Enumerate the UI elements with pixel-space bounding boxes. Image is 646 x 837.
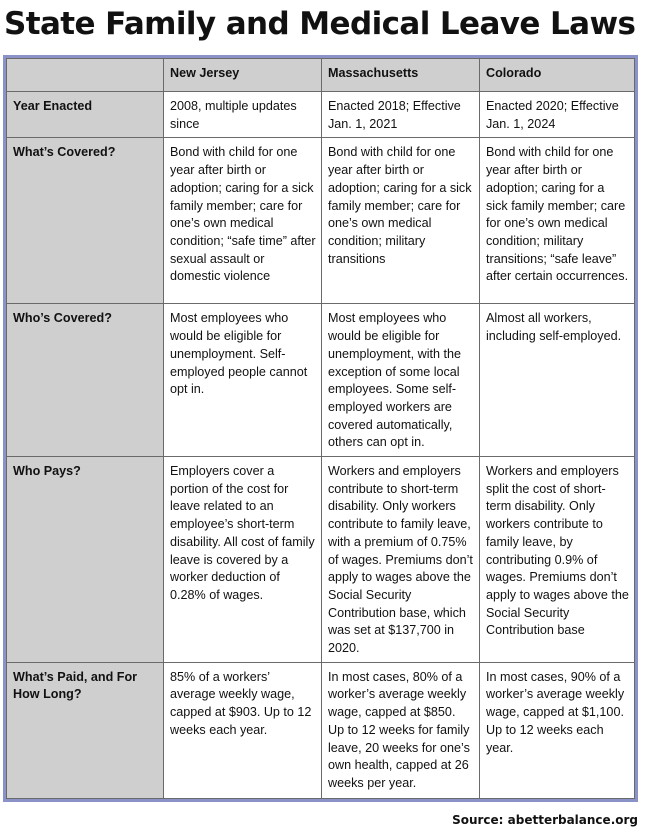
cell-whats-paid-massachusetts: In most cases, 80% of a worker’s average weekly wage, capped at $850. Up to 12 weeks for family leave, 20 weeks for one’s own health, capped at 26 weeks per year. [322,662,480,798]
row-header-whos-covered: Who’s Covered? [7,304,164,457]
table-header-row [7,59,635,92]
cell-whos-covered-massachusetts: Most employees who would be eligible for unemployment, with the exception of some local employees. Some self-employed workers are covered automatically, others can opt in. [322,304,480,457]
leave-laws-table-frame [3,55,638,802]
cell-who-pays-massachusetts: Workers and employers contribute to short-term disability. Only workers contribute to family leave, with a premium of 0.75% of wages. Premiums don’t apply to wages above the Social Security Contribution base, which was set at $137,700 in 2020. [322,457,480,663]
cell-year-enacted-massachusetts: Enacted 2018; Effective Jan. 1, 2021 [322,92,480,138]
table-row-year-enacted [7,92,635,138]
table-row-whats-paid [7,662,635,798]
page-title: State Family and Medical Leave Laws [4,6,636,42]
cell-whats-covered-new-jersey: Bond with child for one year after birth or adoption; caring for a sick family member; care for one’s own medical condition; “safe time” after sexual assault or domestic violence [164,138,322,304]
cell-who-pays-colorado: Workers and employers split the cost of short-term disability. Only workers contribute to family leave, by contributing 0.9% of wages. Premiums don’t apply to wages above the Social Security Contribution base [480,457,635,663]
leave-laws-table [6,58,635,799]
column-header-new-jersey: New Jersey [164,59,322,92]
column-header-colorado: Colorado [480,59,635,92]
cell-whats-covered-massachusetts: Bond with child for one year after birth or adoption; caring for a sick family member; care for one’s own medical condition; military transitions [322,138,480,304]
cell-whats-paid-colorado: In most cases, 90% of a worker’s average weekly wage, capped at $1,100. Up to 12 weeks each year. [480,662,635,798]
cell-year-enacted-new-jersey: 2008, multiple updates since [164,92,322,138]
header-corner-cell [7,59,164,92]
cell-whos-covered-colorado: Almost all workers, including self-employed. [480,304,635,457]
row-header-whats-covered: What’s Covered? [7,138,164,304]
cell-whats-paid-new-jersey: 85% of a workers’ average weekly wage, capped at $903. Up to 12 weeks each year. [164,662,322,798]
table-row-whats-covered [7,138,635,304]
cell-who-pays-new-jersey: Employers cover a portion of the cost for leave related to an employee’s short-term disability. All cost of family leave is covered by a worker deduction of 0.28% of wages. [164,457,322,663]
table-row-who-pays [7,457,635,663]
row-header-who-pays: Who Pays? [7,457,164,663]
row-header-whats-paid: What’s Paid, and For How Long? [7,662,164,798]
column-header-massachusetts: Massachusetts [322,59,480,92]
source-credit: Source: abetterbalance.org [452,813,638,827]
cell-whats-covered-colorado: Bond with child for one year after birth or adoption; caring for a sick family member; care for one’s own medical condition; military transitions; “safe leave” after certain occurrences. [480,138,635,304]
cell-year-enacted-colorado: Enacted 2020; Effective Jan. 1, 2024 [480,92,635,138]
cell-whos-covered-new-jersey: Most employees who would be eligible for unemployment. Self-employed people cannot opt in. [164,304,322,457]
table-row-whos-covered [7,304,635,457]
row-header-year-enacted: Year Enacted [7,92,164,138]
